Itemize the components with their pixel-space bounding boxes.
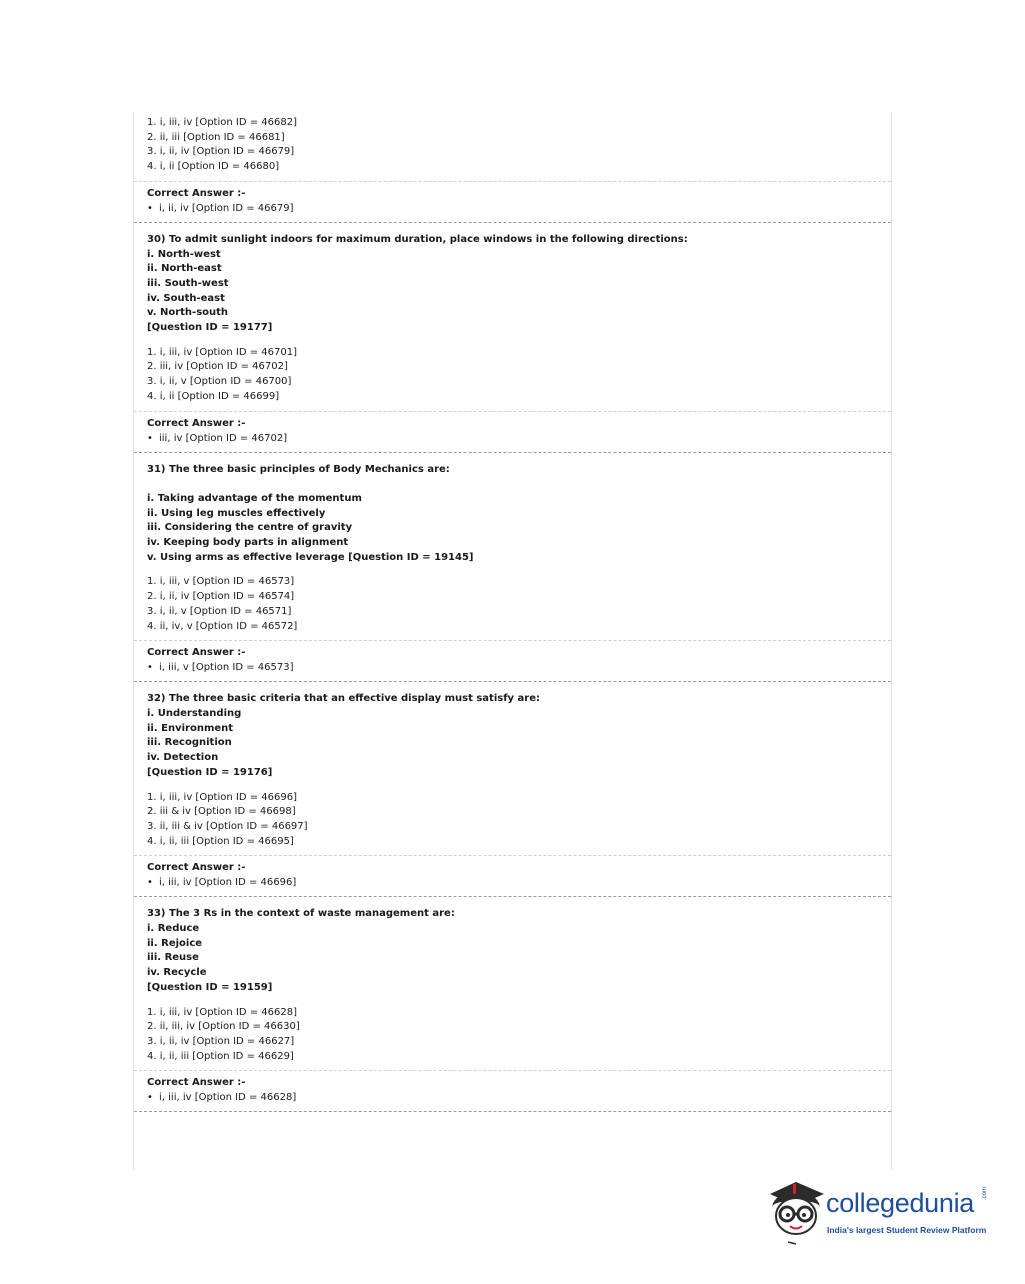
question-title: 32) The three basic criteria that an effective display must satisfy are: <box>147 693 541 705</box>
bullet-icon: • <box>147 662 153 674</box>
option: 3. ii, iii & iv [Option ID = 46697] <box>147 820 308 832</box>
correct-answer <box>147 660 878 675</box>
question-item: iv. Detection <box>147 752 219 764</box>
correct-answer-label: Correct Answer :- <box>147 862 246 874</box>
brand-name: collegedunia <box>826 1188 975 1218</box>
mascot-icon <box>766 1176 826 1246</box>
option: 3. i, ii, iv [Option ID = 46627] <box>147 1035 295 1047</box>
question-divider <box>134 1111 891 1112</box>
option: 2. i, ii, iv [Option ID = 46574] <box>147 591 295 603</box>
question-item: iii. Recognition <box>147 737 232 749</box>
correct-answer-text: iii, iv [Option ID = 46702] <box>159 432 288 444</box>
question-item: iii. Reuse <box>147 952 199 964</box>
option: 3. i, ii, iv [Option ID = 46679] <box>147 146 295 158</box>
bullet-icon: • <box>147 202 153 214</box>
option: 3. i, ii, v [Option ID = 46700] <box>147 376 292 388</box>
option: 1. i, iii, iv [Option ID = 46701] <box>147 346 297 358</box>
question-30 <box>134 223 891 411</box>
option: 4. i, ii, iii [Option ID = 46629] <box>147 1050 294 1062</box>
question-item: ii. Rejoice <box>147 937 203 949</box>
question-31 <box>134 453 891 641</box>
question-item: iii. South-west <box>147 277 229 289</box>
question-paper <box>133 112 892 1170</box>
question-title: 30) To admit sunlight indoors for maximum duration, place windows in the following directions: <box>147 233 688 245</box>
option: 3. i, ii, v [Option ID = 46571] <box>147 605 292 617</box>
correct-answer-text: i, iii, v [Option ID = 46573] <box>159 662 294 674</box>
correct-answer-text: i, iii, iv [Option ID = 46696] <box>159 877 297 889</box>
option: 4. i, ii [Option ID = 46699] <box>147 390 280 402</box>
option: 4. ii, iv, v [Option ID = 46572] <box>147 620 298 632</box>
brand-tagline: India's largest Student Review Platform <box>827 1225 987 1235</box>
option: 2. iii & iv [Option ID = 46698] <box>147 806 296 818</box>
question-item: i. North-west <box>147 248 221 260</box>
correct-answer <box>147 1090 878 1105</box>
bullet-icon: • <box>147 432 153 444</box>
option: 1. i, iii, iv [Option ID = 46696] <box>147 791 297 803</box>
answer-32 <box>134 856 891 896</box>
option: 2. ii, iii, iv [Option ID = 46630] <box>147 1021 300 1033</box>
option: 2. ii, iii [Option ID = 46681] <box>147 131 285 143</box>
question-title: 33) The 3 Rs in the context of waste management are: <box>147 908 455 920</box>
answer-30 <box>134 412 891 452</box>
answer-31 <box>134 641 891 681</box>
question-item: iii. Considering the centre of gravity <box>147 522 353 534</box>
question-item: iv. Keeping body parts in alignment <box>147 537 349 549</box>
option: 4. i, ii [Option ID = 46680] <box>147 161 280 173</box>
option: 1. i, iii, iv [Option ID = 46628] <box>147 1006 297 1018</box>
option: 2. iii, iv [Option ID = 46702] <box>147 361 288 373</box>
correct-answer-label: Correct Answer :- <box>147 417 246 429</box>
bullet-icon: • <box>147 1092 153 1104</box>
question-item: v. Using arms as effective leverage [Question ID = 19145] <box>147 551 474 563</box>
question-item: i. Taking advantage of the momentum <box>147 492 362 504</box>
correct-answer <box>147 875 878 890</box>
question-item: i. Reduce <box>147 923 200 935</box>
option: 1. i, iii, iv [Option ID = 46682] <box>147 117 297 128</box>
answer-33 <box>134 1071 891 1111</box>
correct-answer <box>147 201 878 216</box>
question-item: ii. North-east <box>147 263 222 275</box>
question-item: v. North-south <box>147 307 229 319</box>
question-id: [Question ID = 19177] <box>147 322 273 334</box>
prev-answer <box>134 182 891 222</box>
question-33 <box>134 897 891 1070</box>
correct-answer-label: Correct Answer :- <box>147 647 246 659</box>
question-item: ii. Using leg muscles effectively <box>147 507 326 519</box>
bullet-icon: • <box>147 877 153 889</box>
correct-answer <box>147 431 878 446</box>
correct-answer-label: Correct Answer :- <box>147 1077 246 1089</box>
question-id: [Question ID = 19159] <box>147 981 273 993</box>
question-item: ii. Environment <box>147 722 234 734</box>
brand-suffix: .com <box>982 1186 988 1200</box>
correct-answer-label: Correct Answer :- <box>147 187 246 199</box>
question-32 <box>134 682 891 855</box>
question-id: [Question ID = 19176] <box>147 766 273 778</box>
question-item: iv. Recycle <box>147 967 207 979</box>
prev-options <box>134 112 891 181</box>
question-item: i. Understanding <box>147 707 242 719</box>
option: 1. i, iii, v [Option ID = 46573] <box>147 576 295 588</box>
question-title: 31) The three basic principles of Body Mechanics are: <box>147 463 450 475</box>
question-item: iv. South-east <box>147 292 225 304</box>
option: 4. i, ii, iii [Option ID = 46695] <box>147 835 294 847</box>
correct-answer-text: i, iii, iv [Option ID = 46628] <box>159 1092 297 1104</box>
collegedunia-logo <box>766 1176 996 1246</box>
correct-answer-text: i, ii, iv [Option ID = 46679] <box>159 202 294 214</box>
